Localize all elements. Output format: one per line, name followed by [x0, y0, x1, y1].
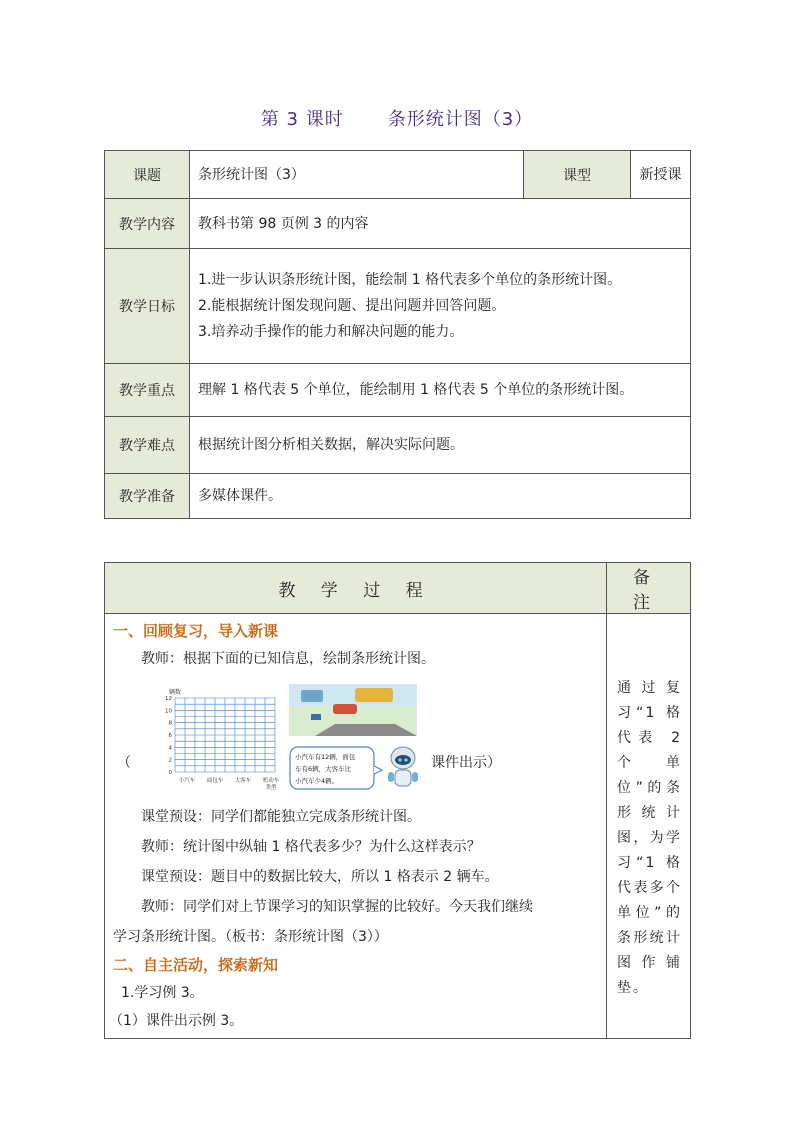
process-header: 教 学 过 程 [105, 563, 607, 614]
bubble-text: 小汽车有12辆，面包 车有6辆，大客车比 小汽车少4辆。 [295, 753, 356, 785]
value-goals [190, 249, 691, 364]
x-category-label: 面包车 [206, 778, 224, 784]
x-categories [179, 776, 280, 791]
section-explore: 二、自主活动，探索新知 [113, 956, 279, 974]
y-axis-label: 辆数 [169, 689, 182, 696]
y-tick-label: 8 [168, 720, 172, 727]
process-body [105, 614, 607, 1039]
label-topic: 课题 [105, 151, 190, 199]
bar-chart-grid [135, 680, 445, 798]
y-tick-label: 2 [168, 757, 172, 764]
lesson-info-table [104, 150, 691, 519]
goal-item: 3.培养动手操作的能力和解决问题的能力。 [198, 324, 464, 340]
x-category-label: 大客车 [234, 778, 252, 784]
label-prep: 教学准备 [105, 474, 190, 519]
courseware-figure [113, 680, 598, 798]
figure-open-paren: （ [117, 755, 131, 771]
info-bubble [290, 747, 382, 789]
y-tick-label: 0 [168, 770, 172, 776]
paragraph: 1.学习例 3。 [121, 985, 204, 1001]
x-category-label: 机动车类型 [262, 778, 280, 791]
label-difficult: 教学难点 [105, 417, 190, 474]
paragraph: 课堂预设：题目中的数据比较大，所以 1 格表示 2 辆车。 [141, 869, 499, 885]
page-title [0, 105, 794, 131]
label-content: 教学内容 [105, 199, 190, 249]
label-goals: 教学日标 [105, 249, 190, 364]
grid-lines [175, 698, 275, 772]
paragraph: 教师：同学们对上节课学习的知识掌握的比较好。今天我们继续 [141, 899, 533, 915]
value-topic: 条形统计图（3） [190, 151, 524, 199]
section-review: 一、回顾复习，导入新课 [113, 622, 279, 640]
y-tick-label: 12 [165, 696, 172, 702]
paragraph: 教师：根据下面的已知信息，绘制条形统计图。 [141, 651, 435, 667]
note-header: 备 注 [607, 563, 691, 614]
lesson-topic: 条形统计图（3） [387, 109, 534, 130]
remark-note: 通过复习“1 格代表 2 个单位”的条形统计图，为学习“1 格代表多个单位”的条形统计图作铺垫。 [607, 614, 691, 1039]
value-difficult: 根据统计图分析相关数据，解决实际问题。 [190, 417, 691, 474]
paragraph: 学习条形统计图。（板书：条形统计图（3）） [113, 929, 388, 945]
paragraph: 教师：统计图中纵轴 1 格代表多少？为什么这样表示？ [141, 839, 481, 855]
x-category-label: 小汽车 [178, 778, 196, 784]
y-ticks [165, 696, 173, 776]
teaching-process-table [104, 562, 691, 1039]
y-tick-label: 4 [168, 745, 172, 752]
paragraph: （1）课件出示例 3。 [109, 1013, 244, 1029]
value-prep: 多媒体课件。 [190, 474, 691, 519]
goal-item: 2.能根据统计图发现问题、提出问题并回答问题。 [198, 298, 506, 314]
y-tick-label: 6 [168, 733, 172, 739]
goal-item: 1.进一步认识条形统计图，能绘制 1 格代表多个单位的条形统计图。 [198, 272, 622, 288]
value-key: 理解 1 格代表 5 个单位，能绘制用 1 格代表 5 个单位的条形统计图。 [190, 364, 691, 417]
lesson-number: 第 3 课时 [260, 109, 344, 130]
y-tick-label: 10 [165, 708, 172, 715]
label-key: 教学重点 [105, 364, 190, 417]
value-content: 教科书第 98 页例 3 的内容 [190, 199, 691, 249]
robot-icon [388, 747, 418, 786]
vehicles-picture [289, 684, 417, 736]
label-type: 课型 [524, 151, 631, 199]
value-type: 新授课 [631, 151, 691, 199]
figure-caption: 课件出示） [431, 755, 501, 771]
paragraph: 课堂预设：同学们都能独立完成条形统计图。 [141, 809, 421, 825]
